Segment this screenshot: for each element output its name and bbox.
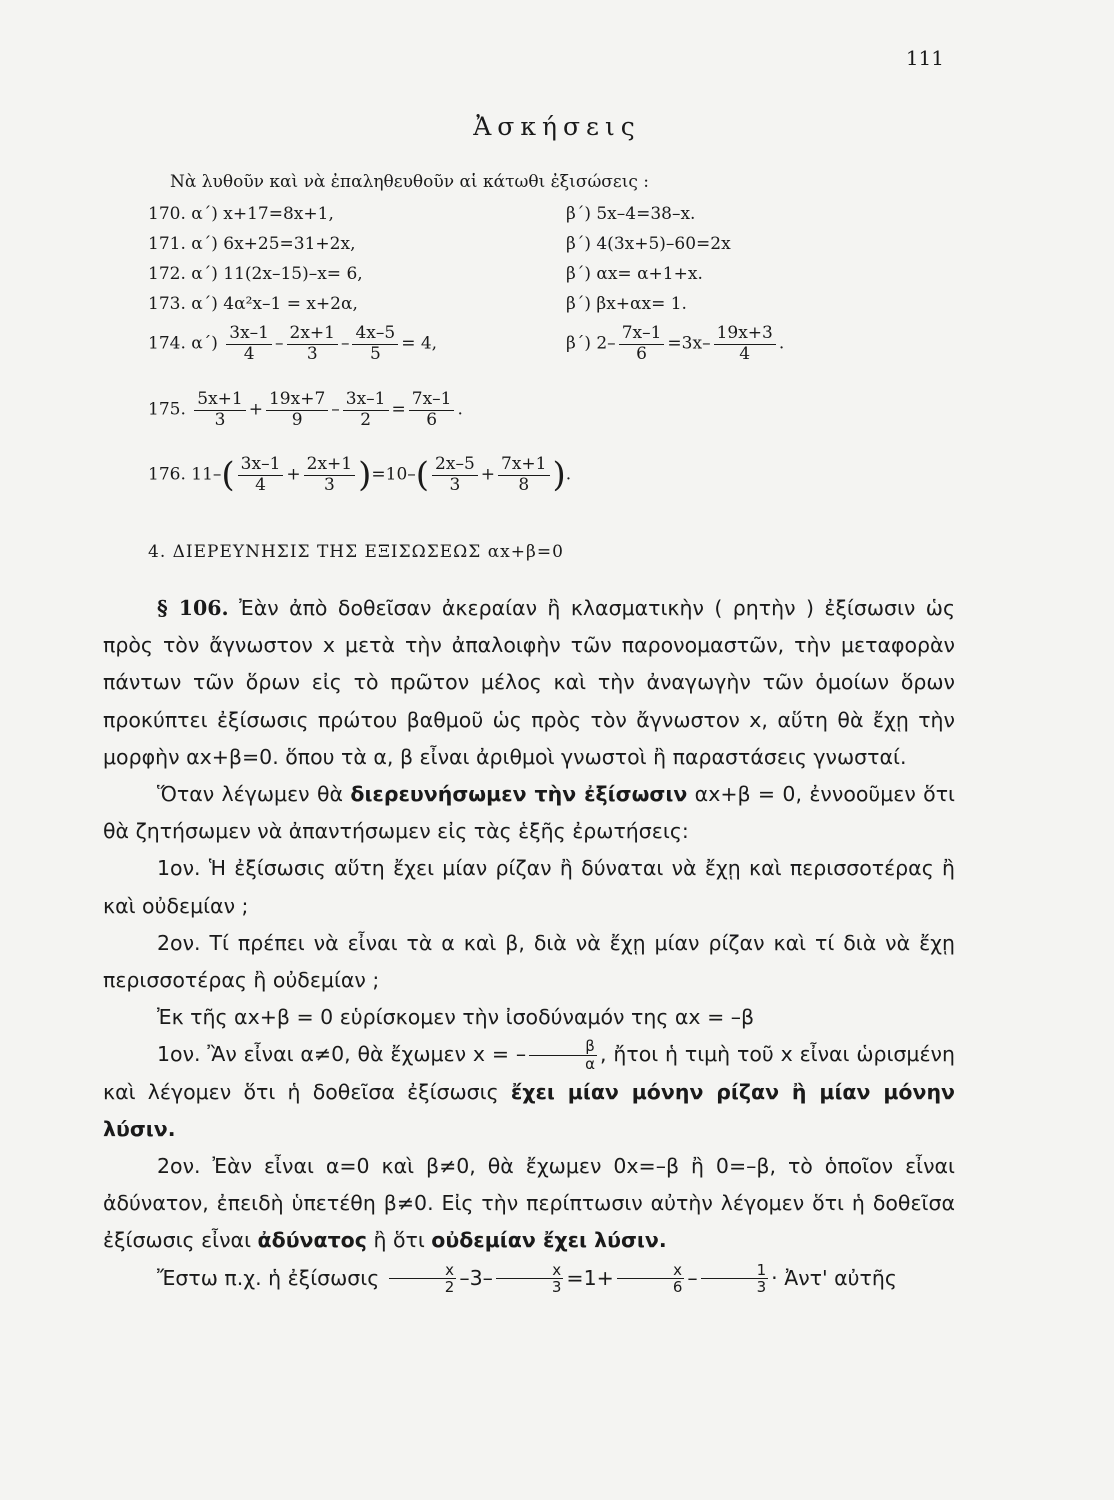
numerator: x bbox=[617, 1262, 685, 1280]
equation-middle: =3x– bbox=[667, 333, 711, 354]
numerator: 4x–5 bbox=[352, 324, 398, 345]
denominator: 6 bbox=[672, 1278, 683, 1297]
denominator: 9 bbox=[291, 409, 303, 430]
numerator: 7x–1 bbox=[409, 390, 455, 411]
exercise-number: 170. bbox=[148, 204, 186, 224]
fraction bbox=[343, 390, 389, 430]
fraction bbox=[194, 390, 245, 430]
operator: –3– bbox=[459, 1265, 493, 1290]
denominator: 5 bbox=[369, 343, 381, 364]
denominator: 6 bbox=[636, 343, 647, 364]
question-2: 2ον. Τί πρέπει νὰ εἶναι τὰ α καὶ β, διὰ νὰ ἔχῃ μίαν ρίζαν καὶ τί διὰ νὰ ἔχῃ περισσοτέρας ἢ οὐδεμίαν ; bbox=[103, 930, 955, 993]
denominator: 6 bbox=[426, 409, 438, 430]
paragraph-text: Ἐὰν ἀπὸ δοθεῖσαν ἀκεραίαν ἢ κλασματικὴν ( ρητὴν ) ἐξίσωσιν ὡς πρὸς τὸν ἄγνωστον x μετὰ τὴν ἀπαλοιφὴν τῶν παρονομαστῶν, τὴν μεταφορὰν πάντων τῶν ὅρων εἰς τὸ πρῶτον μέλος καὶ τὴν ἀναγωγὴν τῶν ὁμοίων ὅρων προκύπτει ἐξίσωσις πρώτου βαθμοῦ ὡς πρὸς τὸν ἄγνωστον x, αὕτη θὰ ἔχῃ τὴν μορφὴν αx+β=0. ὅπου τὰ α, β εἶναι ἀριθμοὶ γνωστοὶ ἢ παραστάσεις γνωσταί. bbox=[103, 596, 955, 769]
equivalent-equation-line: Ἐκ τῆς αx+β = 0 εὑρίσκομεν τὴν ἰσοδύναμόν της αx = –β bbox=[157, 1005, 755, 1030]
exercise-part-b: β΄) 5x–4=38–x. bbox=[566, 204, 696, 224]
equation-lhs: 11– bbox=[191, 464, 222, 485]
fraction bbox=[304, 455, 355, 495]
fraction bbox=[389, 1262, 457, 1296]
numerator: 7x–1 bbox=[619, 324, 665, 345]
paragraph-text: · Ἀντ' αὐτῆς bbox=[771, 1265, 897, 1290]
operator: = bbox=[391, 399, 406, 420]
exercise-part-b: β΄) 4(3x+5)–60=2x bbox=[566, 234, 731, 254]
exercise-number: 173. bbox=[148, 294, 186, 314]
exercise-172 bbox=[148, 264, 703, 284]
fraction bbox=[409, 390, 455, 430]
exercises-intro: Νὰ λυθοῦν καὶ νὰ ἐπαληθευθοῦν αἱ κάτωθι ἐξισώσεις : bbox=[170, 172, 650, 192]
punctuation: . bbox=[778, 333, 785, 354]
fraction bbox=[619, 324, 665, 364]
operator: – bbox=[687, 1265, 698, 1290]
exercise-171 bbox=[148, 234, 731, 254]
denominator: 3 bbox=[551, 1278, 562, 1297]
case-2 bbox=[103, 1148, 955, 1260]
paragraph-text: , ἤτοι ἡ τιμὴ τοῦ x εἶναι ὡρισμένη καὶ λέγομεν ὅτι ἡ δοθεῖσα ἐξίσωσις bbox=[103, 1042, 955, 1104]
numerator: 3x–1 bbox=[343, 390, 389, 411]
denominator: 3 bbox=[756, 1278, 767, 1297]
fraction bbox=[266, 390, 328, 430]
emphasis-text: ἔχει μίαν μόνην ρίζαν ἢ μίαν μόνην λύσιν. bbox=[103, 1079, 956, 1141]
fraction bbox=[701, 1262, 769, 1296]
paragraph-text: Ἔστω π.χ. ἡ ἐξίσωσις bbox=[157, 1265, 380, 1290]
exercise-number: 171. bbox=[148, 234, 186, 254]
right-paren-icon: ) bbox=[358, 455, 372, 496]
exercise-173 bbox=[148, 294, 687, 314]
operator: + bbox=[480, 464, 496, 485]
fraction bbox=[352, 324, 398, 364]
exercise-175 bbox=[148, 390, 463, 430]
numerator: β bbox=[529, 1038, 597, 1056]
exercise-part-b-label: β΄) 2– bbox=[566, 333, 616, 354]
equation-rhs: = 4, bbox=[401, 333, 438, 354]
operator: + bbox=[248, 399, 263, 420]
left-paren-icon: ( bbox=[221, 455, 235, 496]
exercise-174 bbox=[148, 323, 785, 364]
exercise-part-a: α΄) 6x+25=31+2x, bbox=[191, 234, 356, 254]
numerator: 3x–1 bbox=[226, 324, 272, 345]
question-1: 1ον. Ἡ ἐξίσωσις αὕτη ἔχει μίαν ρίζαν ἢ δύναται νὰ ἔχῃ καὶ περισσοτέρας ἢ καὶ οὐδεμίαν ; bbox=[103, 856, 955, 918]
example-line bbox=[103, 1260, 955, 1297]
exercise-number: 174. α΄) bbox=[148, 333, 218, 354]
exercise-part-b bbox=[566, 324, 784, 364]
numerator: x bbox=[496, 1262, 564, 1280]
left-paren-icon: ( bbox=[415, 455, 430, 496]
page-number: 111 bbox=[905, 46, 944, 70]
fraction bbox=[617, 1262, 685, 1296]
equation-middle: =10– bbox=[371, 464, 416, 485]
exercise-part-b: β΄) αx= α+1+x. bbox=[566, 264, 703, 284]
denominator: α bbox=[585, 1054, 596, 1073]
numerator: 2x+1 bbox=[287, 324, 338, 345]
emphasis-text: οὐδεμίαν ἔχει λύσιν. bbox=[431, 1228, 667, 1253]
exercises-title: Ἀσκήσεις bbox=[473, 112, 641, 141]
numerator: 2x+1 bbox=[304, 455, 355, 476]
paragraph-definition bbox=[103, 776, 955, 850]
fraction bbox=[432, 455, 478, 495]
denominator: 2 bbox=[444, 1278, 455, 1297]
emphasis-text: διερευνήσωμεν τὴν ἐξίσωσιν bbox=[350, 782, 688, 807]
paragraph-text: ἢ ὅτι bbox=[366, 1228, 432, 1253]
section-heading: 4. ΔΙΕΡΕΥΝΗΣΙΣ ΤΗΣ ΕΞΙΣΩΣΕΩΣ αx+β=0 bbox=[148, 542, 564, 562]
numerator: 19x+7 bbox=[266, 390, 328, 411]
fraction bbox=[238, 455, 284, 495]
denominator: 4 bbox=[255, 474, 266, 495]
operator: – bbox=[275, 333, 284, 354]
numerator: 2x–5 bbox=[432, 455, 478, 476]
denominator: 3 bbox=[323, 474, 335, 495]
exercise-170 bbox=[148, 204, 696, 224]
exercise-176 bbox=[148, 455, 571, 495]
denominator: 8 bbox=[518, 474, 530, 495]
numerator: 5x+1 bbox=[194, 390, 245, 411]
paragraph-text: Ὅταν λέγωμεν θὰ bbox=[157, 782, 351, 807]
fraction bbox=[714, 324, 776, 364]
denominator: 3 bbox=[214, 409, 226, 430]
exercise-number: 172. bbox=[148, 264, 186, 284]
fraction bbox=[498, 455, 549, 495]
paragraph-text: αx+β = 0, ἐννοοῦμεν ὅτι θὰ ζητήσωμεν νὰ ἀπαντήσωμεν εἰς τὰς ἑξῆς ἐρωτήσεις: bbox=[103, 782, 955, 844]
punctuation: . bbox=[457, 399, 463, 420]
numerator: 3x–1 bbox=[238, 455, 284, 476]
exercise-number: 176. bbox=[148, 464, 186, 485]
numerator: 19x+3 bbox=[714, 324, 776, 345]
denominator: 2 bbox=[360, 409, 372, 430]
fraction bbox=[496, 1262, 564, 1296]
operator: – bbox=[331, 399, 340, 420]
punctuation: . bbox=[565, 464, 572, 485]
paragraph-text: 2ον. Ἐὰν εἶναι α=0 καὶ β≠0, θὰ ἔχωμεν 0x=–β ἢ 0=–β, τὸ ὁποῖον εἶναι ἀδύνατον, ἐπειδὴ ὑπετέθη β≠0. Εἰς τὴν περίπτωσιν αὐτὴν λέγομεν ὅτι ἡ δοθεῖσα ἐξίσωσις εἶναι bbox=[103, 1154, 955, 1253]
operator: – bbox=[340, 333, 350, 354]
section-number: § 106. bbox=[157, 596, 229, 620]
right-paren-icon: ) bbox=[552, 455, 566, 496]
exercise-part-a: α΄) 4α²x–1 = x+2α, bbox=[191, 294, 358, 314]
fraction bbox=[226, 324, 272, 364]
denominator: 4 bbox=[243, 343, 255, 364]
emphasis-text: ἀδύνατος bbox=[257, 1228, 367, 1253]
paragraph-106 bbox=[103, 590, 955, 776]
fraction bbox=[529, 1038, 597, 1072]
denominator: 3 bbox=[449, 474, 461, 495]
exercise-part-a: α΄) x+17=8x+1, bbox=[191, 204, 334, 224]
denominator: 3 bbox=[306, 343, 318, 364]
exercise-part-b: β΄) βx+αx= 1. bbox=[566, 294, 687, 314]
main-text bbox=[103, 590, 955, 1297]
operator: =1+ bbox=[566, 1265, 614, 1290]
numerator: 1 bbox=[701, 1262, 769, 1280]
fraction bbox=[287, 324, 338, 364]
exercise-number: 175. bbox=[148, 399, 186, 420]
denominator: 4 bbox=[739, 343, 751, 364]
paragraph-text: 1ον. Ἂν εἶναι α≠0, θὰ ἔχωμεν x = – bbox=[157, 1042, 527, 1067]
numerator: 7x+1 bbox=[498, 455, 549, 476]
operator: + bbox=[286, 464, 301, 485]
numerator: x bbox=[389, 1262, 457, 1280]
case-1 bbox=[103, 1036, 955, 1148]
exercise-part-a: α΄) 11(2x–15)–x= 6, bbox=[191, 264, 363, 284]
